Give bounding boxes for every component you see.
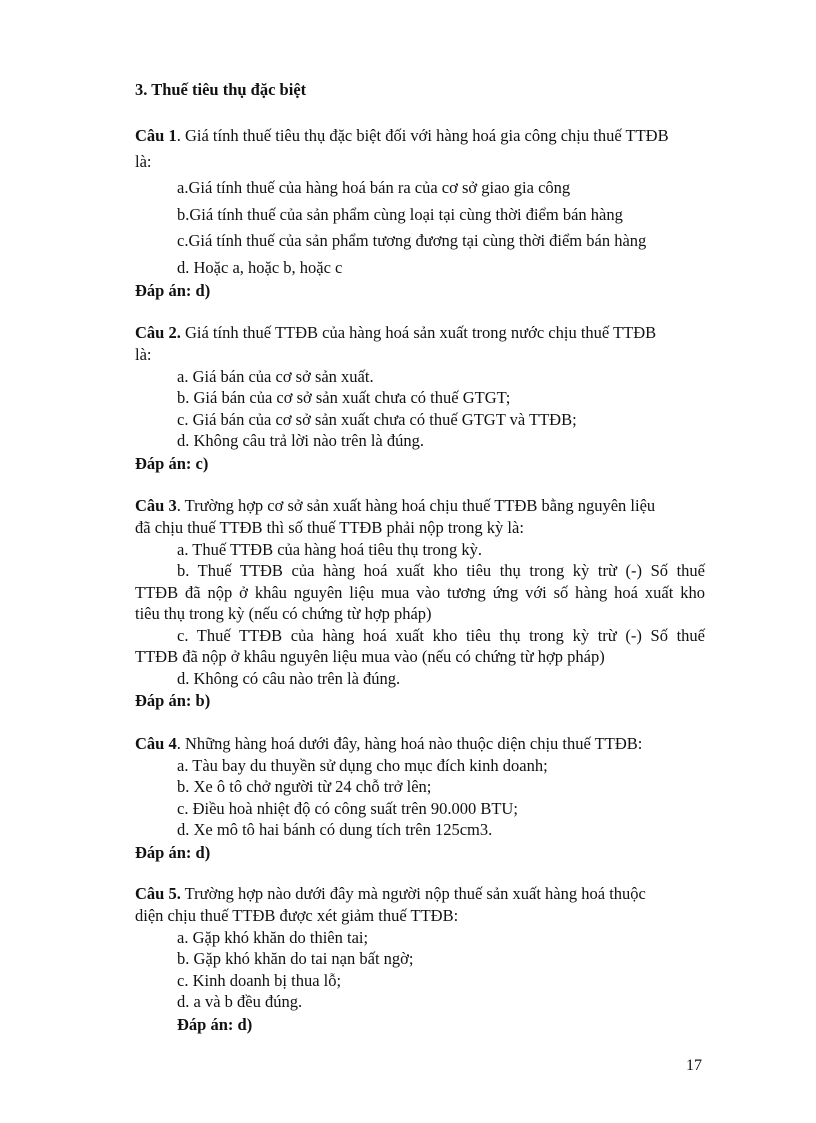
question-2-option-d: d. Không câu trả lời nào trên là đúng. bbox=[177, 431, 424, 450]
question-2-label: Câu 2. bbox=[135, 323, 181, 342]
question-5-option-b: b. Gặp khó khăn do tai nạn bất ngờ; bbox=[177, 949, 414, 968]
question-5-stem-cont: diện chịu thuế TTĐB được xét giảm thuế TTĐB: bbox=[135, 906, 459, 925]
question-3-answer: Đáp án: b) bbox=[135, 691, 211, 710]
question-4-option-c: c. Điều hoà nhiệt độ có công suất trên 90.000 BTU; bbox=[177, 799, 518, 818]
question-1-option-b: b.Giá tính thuế của sản phẩm cùng loại tại cùng thời điểm bán hàng bbox=[177, 205, 623, 224]
question-3-option-c-line2: TTĐB đã nộp ở khâu nguyên liệu mua vào (nếu có chứng từ hợp pháp) bbox=[135, 647, 605, 666]
question-3-stem bbox=[135, 496, 655, 516]
question-4-stem bbox=[135, 734, 642, 754]
question-4-option-b: b. Xe ô tô chở người từ 24 chỗ trở lên; bbox=[177, 777, 432, 796]
question-2-option-c: c. Giá bán của cơ sở sản xuất chưa có thuế GTGT và TTĐB; bbox=[177, 410, 577, 429]
question-1-label: Câu 1 bbox=[135, 126, 177, 145]
question-5-label: Câu 5. bbox=[135, 884, 181, 903]
question-2-stem bbox=[135, 323, 656, 343]
question-1-option-d: d. Hoặc a, hoặc b, hoặc c bbox=[177, 258, 343, 277]
question-4-option-a: a. Tàu bay du thuyền sử dụng cho mục đích kinh doanh; bbox=[177, 756, 548, 775]
question-5-text: Trường hợp nào dưới đây mà người nộp thuế sản xuất hàng hoá thuộc bbox=[180, 884, 646, 903]
question-3-option-b-line3: tiêu thụ trong kỳ (nếu có chứng từ hợp pháp) bbox=[135, 604, 432, 623]
question-5-stem bbox=[135, 884, 646, 904]
question-4-text: . Những hàng hoá dưới đây, hàng hoá nào thuộc diện chịu thuế TTĐB: bbox=[176, 734, 643, 753]
question-1-option-a: a.Giá tính thuế của hàng hoá bán ra của cơ sở giao gia công bbox=[177, 178, 571, 197]
question-2-option-b: b. Giá bán của cơ sở sản xuất chưa có thuế GTGT; bbox=[177, 388, 511, 407]
question-3-option-b-line2: TTĐB đã nộp ở khâu nguyên liệu mua vào tương ứng với số hàng hoá xuất kho bbox=[135, 583, 705, 602]
question-4-answer: Đáp án: d) bbox=[135, 843, 211, 862]
question-3-text: . Trường hợp cơ sở sản xuất hàng hoá chịu thuế TTĐB bằng nguyên liệu bbox=[176, 496, 656, 515]
question-5-option-d: d. a và b đều đúng. bbox=[177, 992, 303, 1011]
section-title: 3. Thuế tiêu thụ đặc biệt bbox=[135, 80, 307, 99]
question-1-answer: Đáp án: d) bbox=[135, 281, 211, 300]
question-4-option-d: d. Xe mô tô hai bánh có dung tích trên 125cm3. bbox=[177, 820, 493, 839]
question-4-label: Câu 4 bbox=[135, 734, 177, 753]
question-5-option-c: c. Kinh doanh bị thua lỗ; bbox=[177, 971, 342, 990]
question-1-option-c: c.Giá tính thuế của sản phẩm tương đương tại cùng thời điểm bán hàng bbox=[177, 231, 647, 250]
question-3-option-c-line1: c. Thuế TTĐB của hàng hoá xuất kho tiêu thụ trong kỳ trừ (-) Số thuế bbox=[177, 626, 705, 645]
question-2-text: Giá tính thuế TTĐB của hàng hoá sản xuất trong nước chịu thuế TTĐB bbox=[180, 323, 657, 342]
question-1-stem bbox=[135, 126, 669, 146]
question-1-text: . Giá tính thuế tiêu thụ đặc biệt đối với hàng hoá gia công chịu thuế TTĐB bbox=[176, 126, 669, 145]
question-2-stem-cont: là: bbox=[135, 345, 152, 364]
question-3-stem-cont: đã chịu thuế TTĐB thì số thuế TTĐB phải nộp trong kỳ là: bbox=[135, 518, 524, 537]
question-2-option-a: a. Giá bán của cơ sở sản xuất. bbox=[177, 367, 374, 386]
page-number: 17 bbox=[686, 1057, 702, 1074]
question-3-label: Câu 3 bbox=[135, 496, 177, 515]
question-3-option-a: a. Thuế TTĐB của hàng hoá tiêu thụ trong kỳ. bbox=[177, 540, 483, 559]
question-3-option-b-line1: b. Thuế TTĐB của hàng hoá xuất kho tiêu thụ trong kỳ trừ (-) Số thuế bbox=[177, 561, 705, 580]
question-1-stem-cont: là: bbox=[135, 152, 152, 171]
question-5-option-a: a. Gặp khó khăn do thiên tai; bbox=[177, 928, 369, 947]
question-2-answer: Đáp án: c) bbox=[135, 454, 209, 473]
question-5-answer: Đáp án: d) bbox=[177, 1015, 253, 1034]
question-3-option-d: d. Không có câu nào trên là đúng. bbox=[177, 669, 401, 688]
